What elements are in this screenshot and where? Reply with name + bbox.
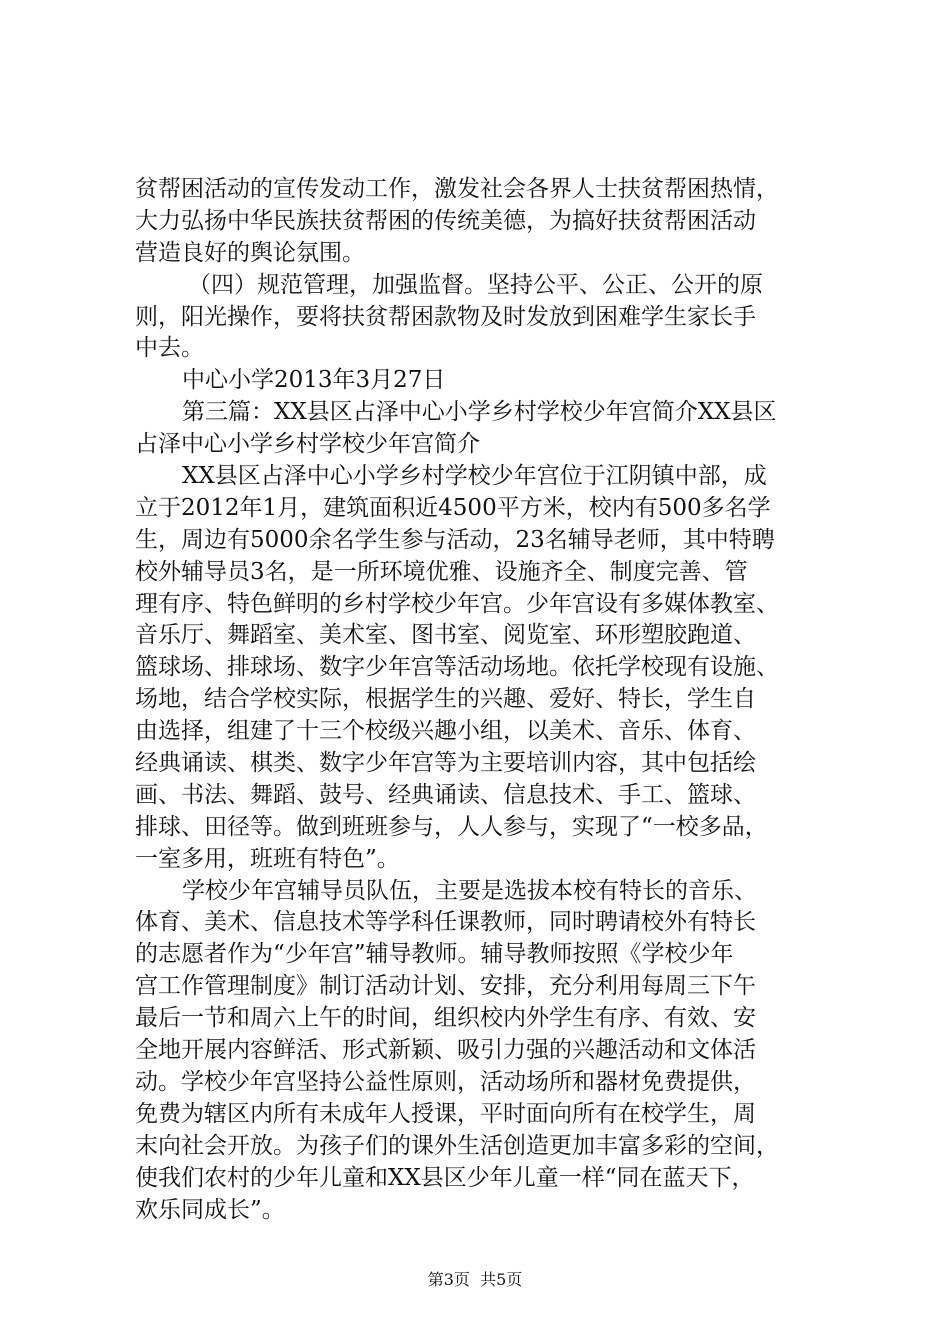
section-heading: 第三篇：XX县区占泽中心小学乡村学校少年宫简介XX县区 [182,399,777,426]
text-line: 一室多用，班班有特色”。 [135,845,400,872]
text-line: 生，周边有5000余名学生参与活动，23名辅导老师，其中特聘 [135,526,775,553]
text-line: 理有序、特色鲜明的乡村学校少年宫。少年宫设有多媒体教室、 [135,590,779,617]
text-line: 免费为辖区内所有未成年人授课，平时面向所有在校学生，周 [135,1100,756,1127]
text-line: 则，阳光操作，要将扶贫帮困款物及时发放到困难学生家长手 [135,303,756,330]
document-body [135,174,825,1226]
text-line: 欢乐同成长”。 [135,1196,285,1223]
text-line: 立于2012年1月，建筑面积近4500平方米，校内有500多名学 [135,494,771,521]
text-line: 的志愿者作为“少年宫”辅导教师。辅导教师按照《学校少年 [135,941,734,968]
text-line: 经典诵读、棋类、数字少年宫等为主要培训内容，其中包括绘 [135,750,756,777]
text-line: 体育、美术、信息技术等学科任课教师，同时聘请校外有特长 [135,909,756,936]
text-line: 场地，结合学校实际，根据学生的兴趣、爱好、特长，学生自 [135,686,756,713]
text-line: 画、书法、舞蹈、鼓号、经典诵读、信息技术、手工、篮球、 [135,781,756,808]
text-line: 由选择，组建了十三个校级兴趣小组，以美术、音乐、体育、 [135,718,756,745]
date-line: 中心小学2013年3月27日 [182,367,446,394]
text-line: 动。学校少年宫坚持公益性原则，活动场所和器材免费提供， [135,1068,756,1095]
text-line: 音乐厅、舞蹈室、美术室、图书室、阅览室、环形塑胶跑道、 [135,622,756,649]
page-number-footer: 第3页 共5页 [427,1270,523,1289]
text-line: 学校少年宫辅导员队伍，主要是选拔本校有特长的音乐、 [182,877,757,904]
text-line: （四）规范管理，加强监督。坚持公平、公正、公开的原 [188,271,763,298]
text-line: 篮球场、排球场、数字少年宫等活动场地。依托学校现有设施、 [135,654,779,681]
text-line: 中去。 [135,335,204,362]
section-heading-continued: 占泽中心小学乡村学校少年宫简介 [135,431,480,458]
text-line: 全地开展内容鲜活、形式新颖、吸引力强的兴趣活动和文体活 [135,1037,756,1064]
text-line: 大力弘扬中华民族扶贫帮困的传统美德，为搞好扶贫帮困活动 [135,207,756,234]
text-line: XX县区占泽中心小学乡村学校少年宫位于江阴镇中部，成 [182,463,767,490]
text-line: 末向社会开放。为孩子们的课外生活创造更加丰富多彩的空间， [135,1132,779,1159]
text-line: 宫工作管理制度》制订活动计划、安排，充分利用每周三下午 [135,973,756,1000]
text-line: 校外辅导员3名，是一所环境优雅、设施齐全、制度完善、管 [135,558,748,585]
text-line: 贫帮困活动的宣传发动工作，激发社会各界人士扶贫帮困热情， [135,176,779,202]
text-line: 营造良好的舆论氛围。 [135,239,365,266]
text-line: 排球、田径等。做到班班参与，人人参与，实现了“一校多品， [135,813,768,840]
text-line: 使我们农村的少年儿童和XX县区少年儿童一样“同在蓝天下， [135,1164,755,1191]
text-line: 最后一节和周六上午的时间，组织校内外学生有序、有效、安 [135,1005,756,1032]
